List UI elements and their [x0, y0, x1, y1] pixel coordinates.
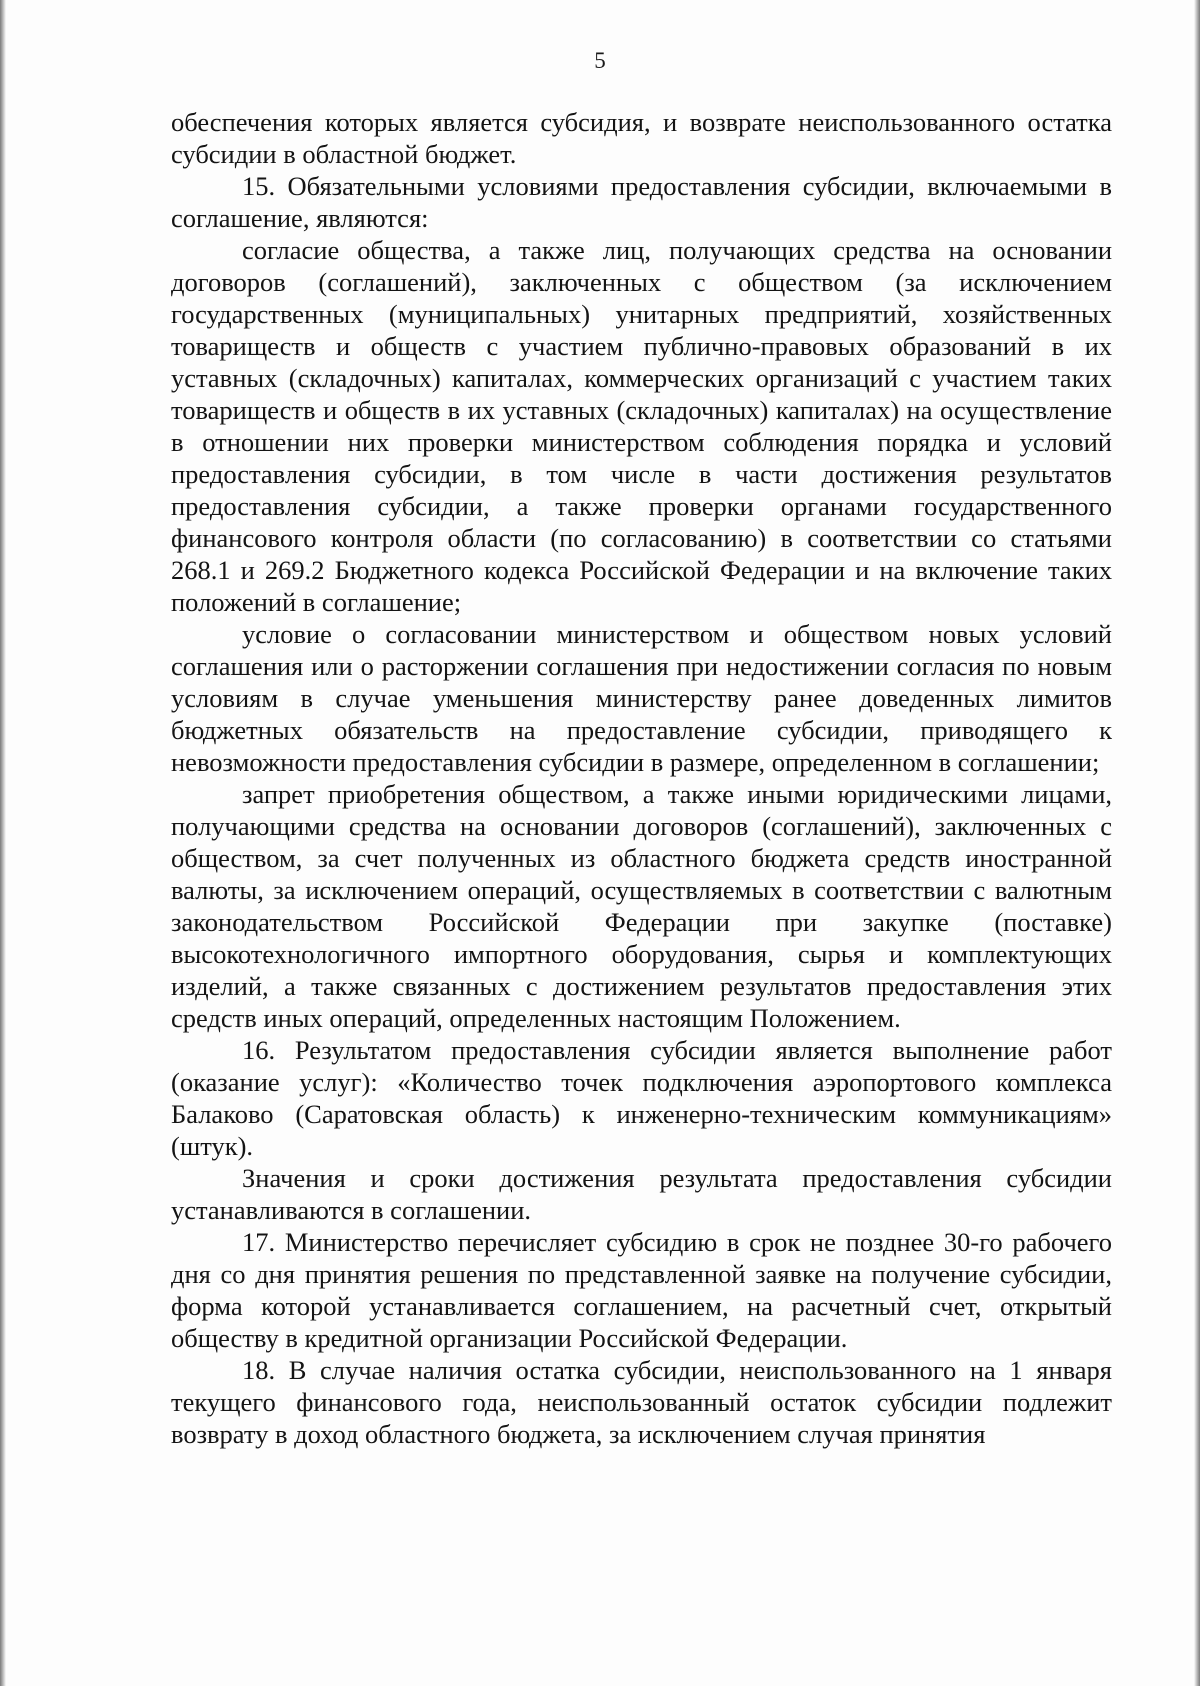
paragraph-agreement-condition: условие о согласовании министерством и обществом новых условий соглашения или о расторжении соглашения при недостижении согласия по новым условиям в случае уменьшения министерству ранее доведенных лимитов бюджетных обязательств на предоставление субсидии, приводящего к невозможности предоставления субсидии в размере, определенном в соглашении;	[171, 619, 1112, 777]
paragraph-result-values: Значения и сроки достижения результата предоставления субсидии устанавливаются в соглашении.	[171, 1163, 1112, 1225]
scan-edge-left	[0, 0, 6, 1686]
page-number: 5	[594, 48, 606, 73]
paragraph-item-18: 18. В случае наличия остатка субсидии, неиспользованного на 1 января текущего финансового года, неиспользованный остаток субсидии подлежит возврату в доход областного бюджета, за исключением случая принятия	[171, 1355, 1112, 1449]
paragraph-consent-condition: согласие общества, а также лиц, получающих средства на основании договоров (соглашений), заключенных с обществом (за исключением государственных (муниципальных) унитарных предприятий, хозяйственных товариществ и обществ с участием публично-правовых образований в их уставных (складочных) капиталах, коммерческих организаций с участием таких товариществ и обществ в их уставных (складочных) капиталах) на осуществление в отношении них проверки министерством соблюдения порядка и условий предоставления субсидии, в том числе в части достижения результатов предоставления субсидии, а также проверки органами государственного финансового контроля области (по согласованию) в соответствии со статьями 268.1 и 269.2 Бюджетного кодекса Российской Федерации и на включение таких положений в соглашение;	[171, 235, 1112, 617]
scan-edge-right	[1194, 0, 1200, 1686]
paragraph-item-17: 17. Министерство перечисляет субсидию в срок не позднее 30-го рабочего дня со дня принятия решения по представленной заявке на получение субсидии, форма которой устанавливается соглашением, на расчетный счет, открытый обществу в кредитной организации Российской Федерации.	[171, 1227, 1112, 1353]
paragraph-item-15: 15. Обязательными условиями предоставления субсидии, включаемыми в соглашение, являются:	[171, 171, 1112, 233]
document-body	[171, 106, 1112, 1450]
paragraph-currency-prohibition: запрет приобретения обществом, а также иными юридическими лицами, получающими средства на основании договоров (соглашений), заключенных с обществом, за счет полученных из областного бюджета средств иностранной валюты, за исключением операций, осуществляемых в соответствии с валютным законодательством Российской Федерации при закупке (поставке) высокотехнологичного импортного оборудования, сырья и комплектующих изделий, а также связанных с достижением результатов предоставления этих средств иных операций, определенных настоящим Положением.	[171, 779, 1112, 1033]
paragraph-continuation: обеспечения которых является субсидия, и возврате неиспользованного остатка субсидии в областной бюджет.	[171, 107, 1112, 169]
paragraph-item-16: 16. Результатом предоставления субсидии является выполнение работ (оказание услуг): «Количество точек подключения аэропортового комплекса Балаково (Саратовская область) к инженерно-техническим коммуникациям» (штук).	[171, 1035, 1112, 1161]
